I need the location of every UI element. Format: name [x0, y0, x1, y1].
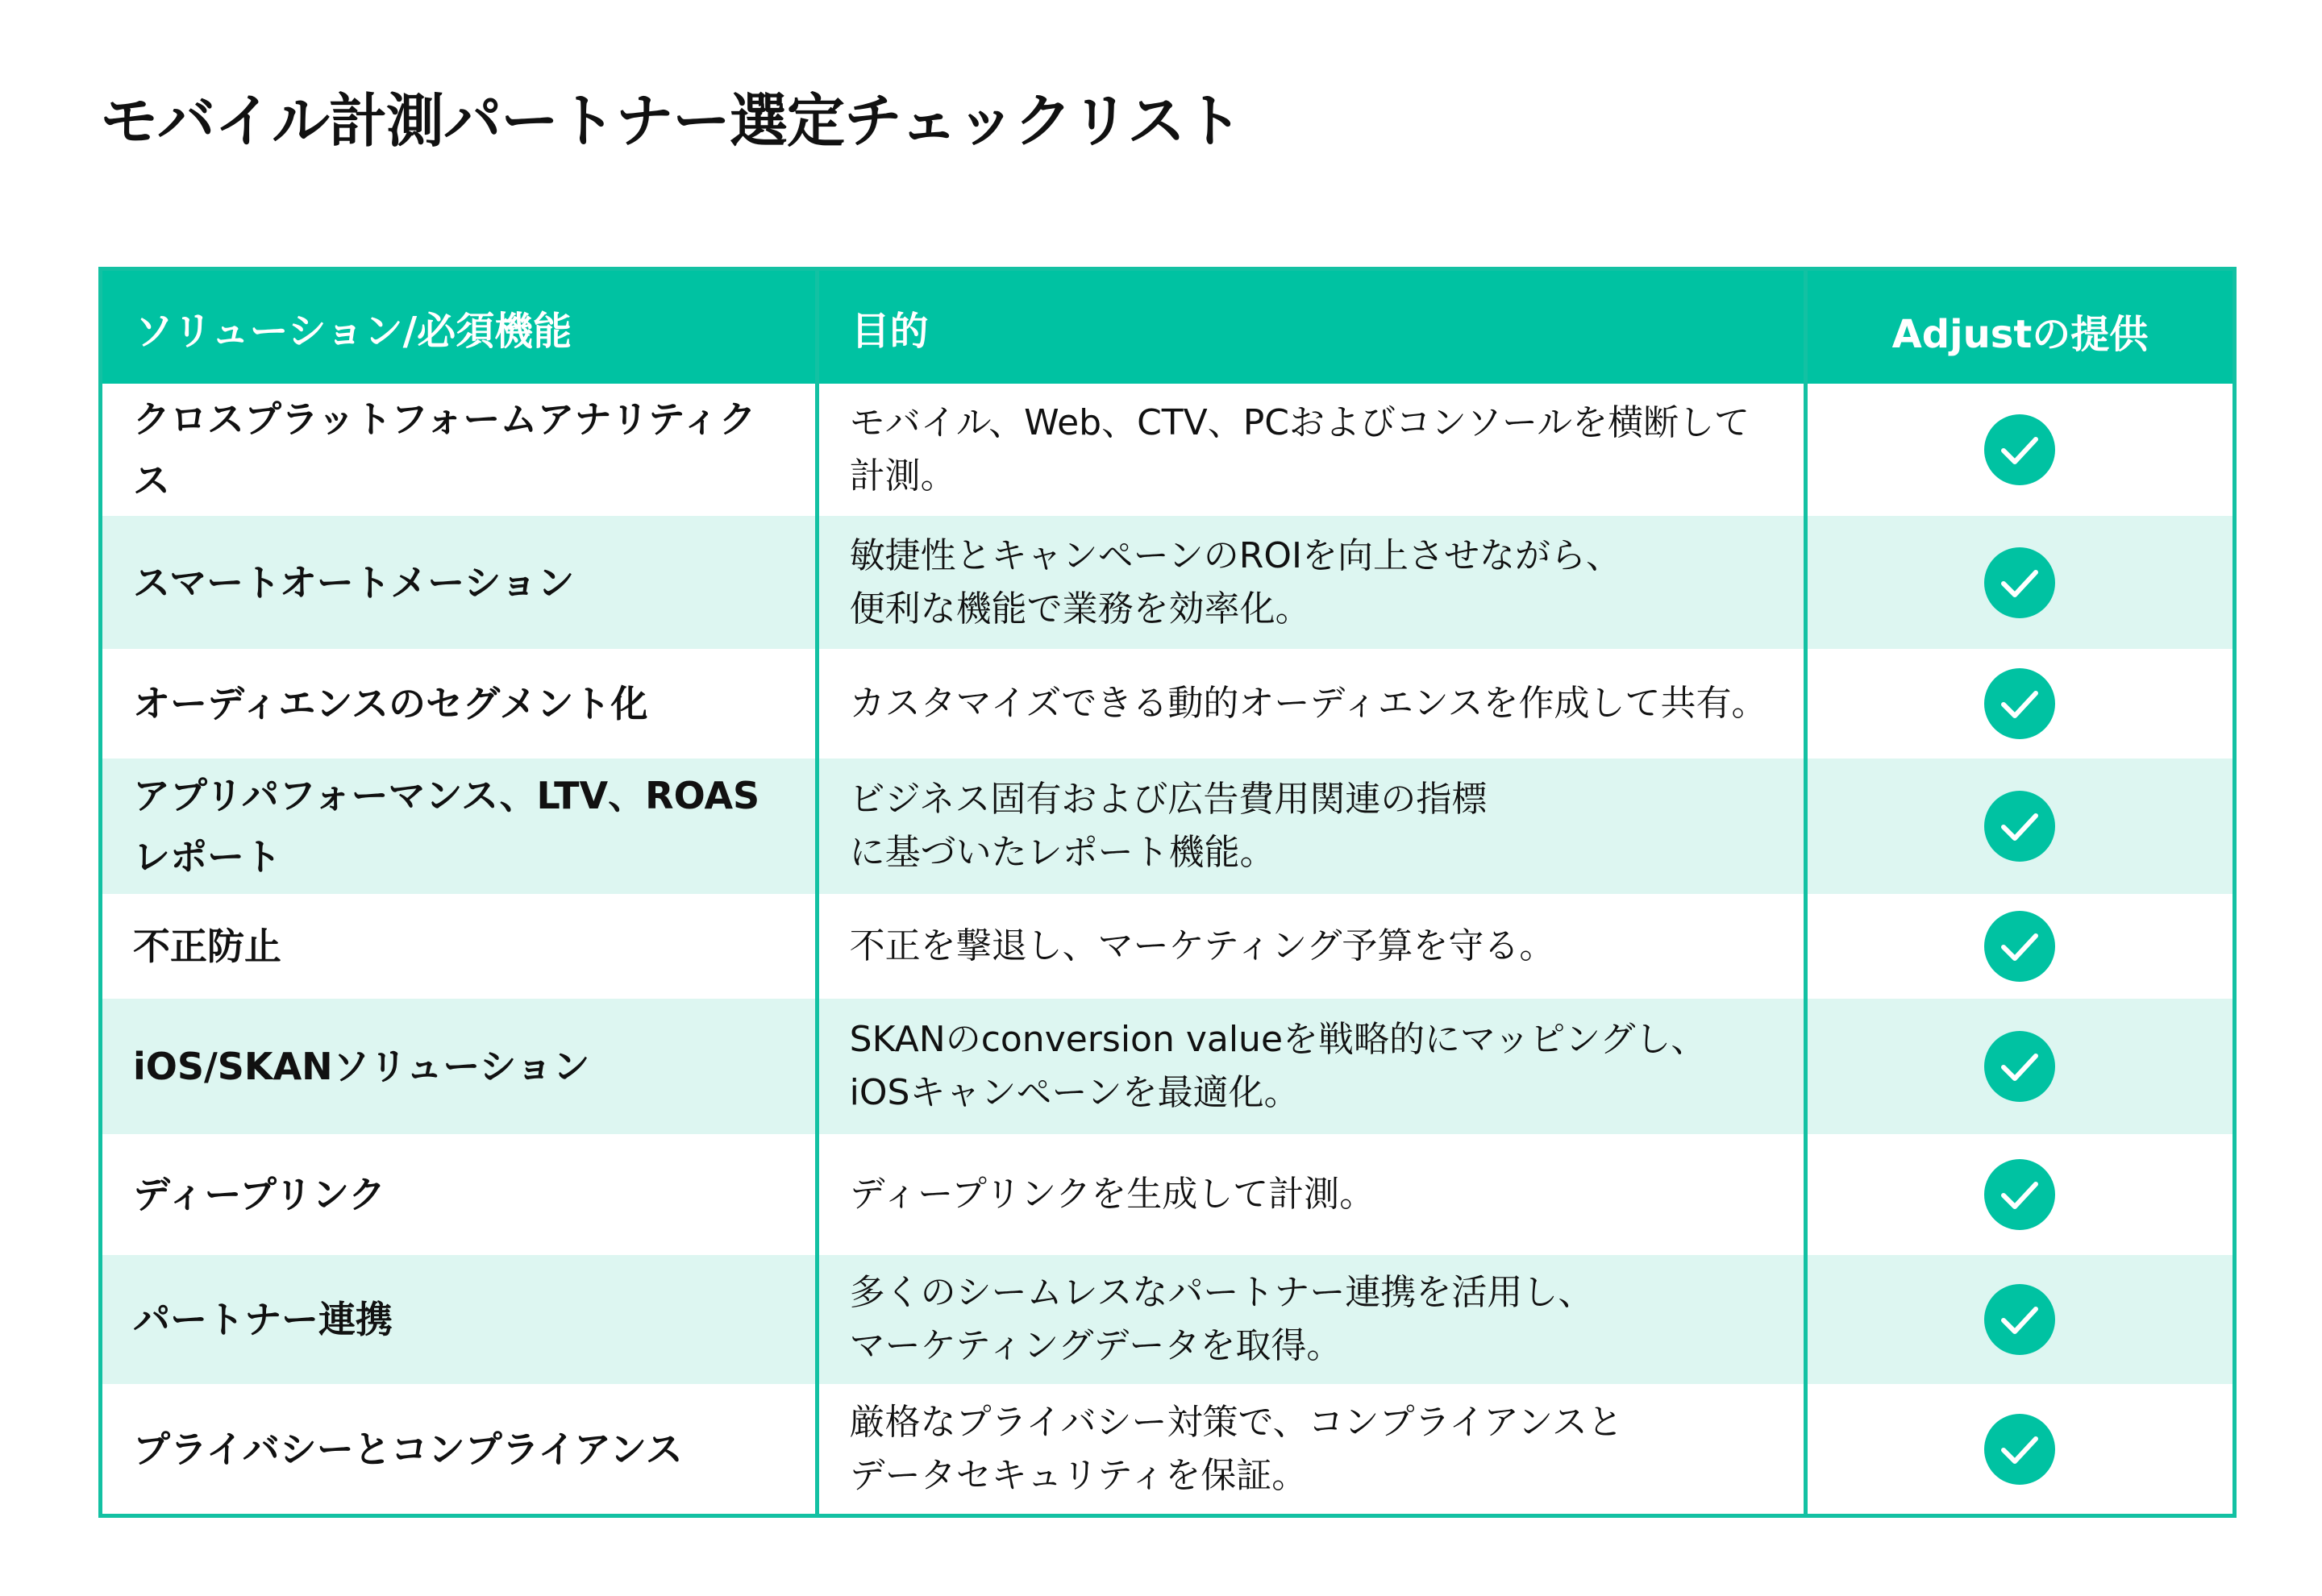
- provided-cell: [1805, 516, 2234, 649]
- table-row: [101, 384, 2235, 516]
- table-row: [101, 516, 2235, 649]
- provided-cell: [1805, 1255, 2234, 1384]
- table-row: [101, 1255, 2235, 1384]
- check-circle-icon: [1984, 668, 2055, 739]
- purpose-cell: ディープリンクを生成して計測。: [817, 1134, 1805, 1255]
- purpose-cell: 多くのシームレスなパートナー連携を活用し、 マーケティングデータを取得。: [817, 1255, 1805, 1384]
- solution-cell: iOS/SKANソリューション: [101, 999, 818, 1134]
- check-circle-icon: [1984, 414, 2055, 485]
- check-circle-icon: [1984, 1414, 2055, 1485]
- table-header-row: [101, 269, 2235, 384]
- solution-cell: プライバシーとコンプライアンス: [101, 1384, 818, 1516]
- table-row: [101, 999, 2235, 1134]
- purpose-cell: ビジネス固有および広告費用関連の指標 に基づいたレポート機能。: [817, 759, 1805, 894]
- table-row: [101, 649, 2235, 759]
- solution-cell: ディープリンク: [101, 1134, 818, 1255]
- page-title: モバイル計測パートナー選定チェックリスト: [100, 87, 1242, 155]
- header-purpose: 目的: [817, 269, 1805, 384]
- solution-cell: パートナー連携: [101, 1255, 818, 1384]
- table-row: [101, 1134, 2235, 1255]
- table-row: [101, 1384, 2235, 1516]
- solution-cell: オーディエンスのセグメント化: [101, 649, 818, 759]
- check-circle-icon: [1984, 1159, 2055, 1230]
- provided-cell: [1805, 999, 2234, 1134]
- checklist-table: [98, 267, 2237, 1518]
- solution-cell: アプリパフォーマンス、LTV、ROAS レポート: [101, 759, 818, 894]
- purpose-cell: カスタマイズできる動的オーディエンスを作成して共有。: [817, 649, 1805, 759]
- check-circle-icon: [1984, 1284, 2055, 1355]
- purpose-cell: 敏捷性とキャンペーンのROIを向上させながら、 便利な機能で業務を効率化。: [817, 516, 1805, 649]
- provided-cell: [1805, 759, 2234, 894]
- table-row: [101, 759, 2235, 894]
- purpose-cell: モバイル、Web、CTV、PCおよびコンソールを横断して計測。: [817, 384, 1805, 516]
- solution-cell: クロスプラットフォームアナリティクス: [101, 384, 818, 516]
- header-solution: ソリューション/必須機能: [101, 269, 818, 384]
- provided-cell: [1805, 1384, 2234, 1516]
- check-circle-icon: [1984, 547, 2055, 618]
- check-circle-icon: [1984, 1031, 2055, 1102]
- provided-cell: [1805, 894, 2234, 999]
- provided-cell: [1805, 649, 2234, 759]
- provided-cell: [1805, 1134, 2234, 1255]
- solution-cell: 不正防止: [101, 894, 818, 999]
- provided-cell: [1805, 384, 2234, 516]
- table-row: [101, 894, 2235, 999]
- purpose-cell: 不正を撃退し、マーケティング予算を守る。: [817, 894, 1805, 999]
- purpose-cell: 厳格なプライバシー対策で、コンプライアンスと データセキュリティを保証。: [817, 1384, 1805, 1516]
- solution-cell: スマートオートメーション: [101, 516, 818, 649]
- check-circle-icon: [1984, 791, 2055, 862]
- check-circle-icon: [1984, 911, 2055, 982]
- purpose-cell: SKANのconversion valueを戦略的にマッピングし、 iOSキャンペーンを最適化。: [817, 999, 1805, 1134]
- header-provided: Adjustの提供: [1805, 269, 2234, 384]
